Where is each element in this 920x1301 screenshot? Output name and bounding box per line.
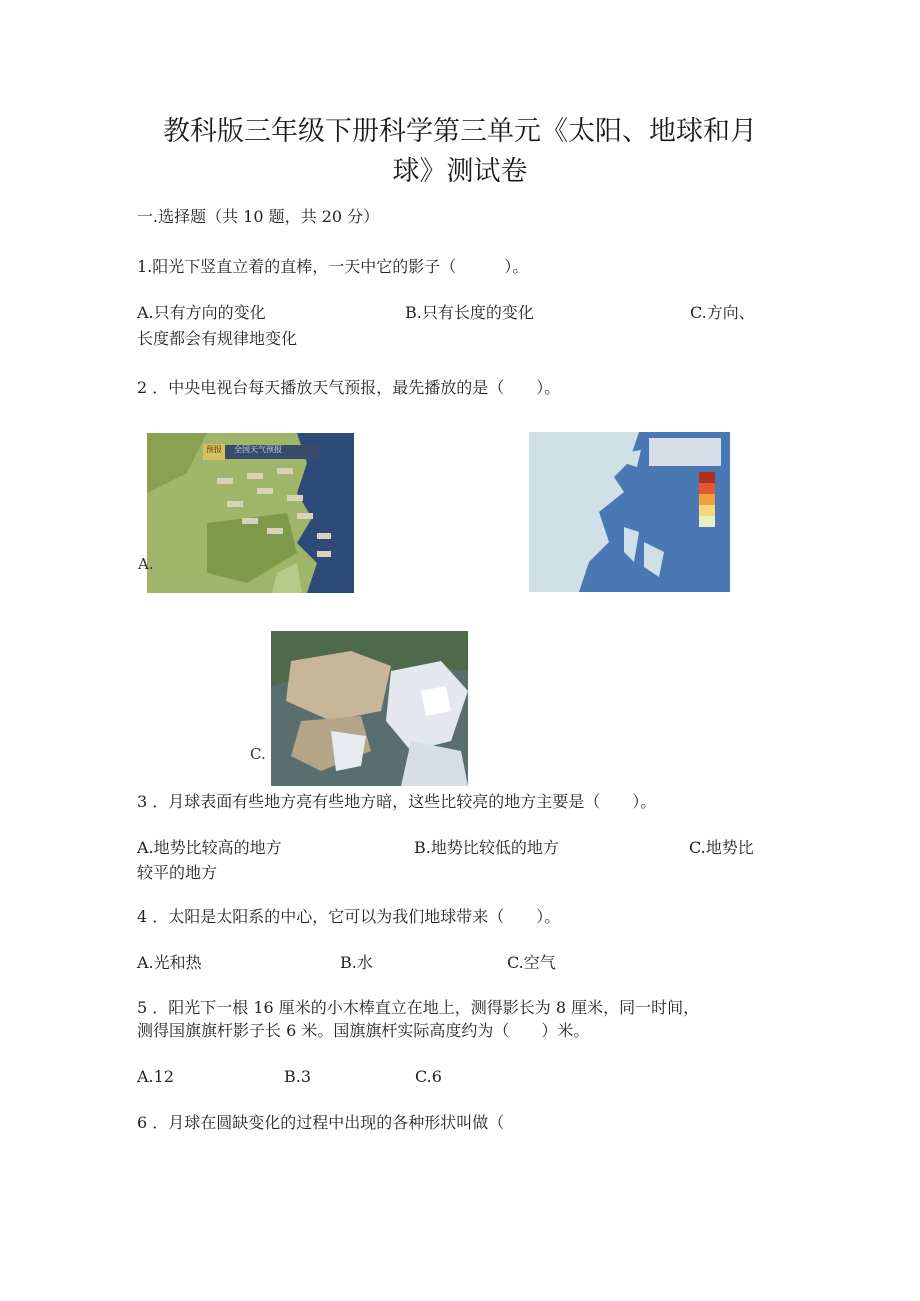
question-2-stem: 2 ．中央电视台每天播放天气预报，最先播放的是（ ）。 bbox=[137, 378, 561, 397]
satellite-cloud-image-c bbox=[271, 631, 468, 786]
weather-map-image-a bbox=[147, 433, 354, 593]
question-1-option-a: A.只有方向的变化 bbox=[137, 303, 266, 322]
option-a-label: A. bbox=[138, 555, 154, 573]
question-3-option-c-cont: 较平的地方 bbox=[137, 863, 218, 882]
question-4-option-a: A.光和热 bbox=[137, 953, 202, 972]
question-4-option-b: B.水 bbox=[340, 953, 373, 972]
question-1-option-c: C.方向、 bbox=[690, 303, 755, 322]
question-3-option-a: A.地势比较高的地方 bbox=[137, 838, 282, 857]
question-3-option-c: C.地势比 bbox=[689, 838, 754, 857]
question-4-stem: 4 ．太阳是太阳系的中心，它可以为我们地球带来（ ）。 bbox=[137, 907, 561, 926]
question-5-stem-line-2: 测得国旗旗杆影子长 6 米。国旗旗杆实际高度约为（ ）米。 bbox=[137, 1021, 590, 1040]
title-line-1: 教科版三年级下册科学第三单元《太阳、地球和月 bbox=[163, 116, 757, 147]
map-a-banner-text: 全国天气预报 bbox=[234, 445, 282, 454]
question-1-option-c-cont: 长度都会有规律地变化 bbox=[137, 329, 298, 348]
question-1-option-b: B.只有长度的变化 bbox=[405, 303, 534, 322]
question-4-option-c: C.空气 bbox=[507, 953, 556, 972]
question-5-option-b: B.3 bbox=[284, 1067, 312, 1086]
question-5-option-c: C.6 bbox=[415, 1067, 442, 1086]
page-title bbox=[150, 112, 770, 192]
question-3-option-b: B.地势比较低的地方 bbox=[414, 838, 559, 857]
question-5-stem-line-1: 5 ．阳光下一根 16 厘米的小木棒直立在地上，测得影长为 8 厘米，同一时间， bbox=[137, 998, 700, 1017]
map-a-tag-text: 预报 bbox=[206, 445, 222, 454]
title-line-2: 球》测试卷 bbox=[392, 156, 528, 187]
question-3-stem: 3 ．月球表面有些地方亮有些地方暗，这些比较亮的地方主要是（ ）。 bbox=[137, 792, 657, 811]
question-1-stem: 1.阳光下竖直立着的直棒，一天中它的影子（ ）。 bbox=[137, 257, 529, 276]
weather-map-image-b bbox=[529, 432, 730, 592]
question-6-stem: 6 ．月球在圆缺变化的过程中出现的各种形状叫做（ bbox=[137, 1113, 505, 1132]
option-c-label: C. bbox=[250, 745, 266, 763]
section-heading: 一.选择题（共 10 题，共 20 分） bbox=[137, 207, 380, 226]
question-5-option-a: A.12 bbox=[137, 1067, 174, 1086]
